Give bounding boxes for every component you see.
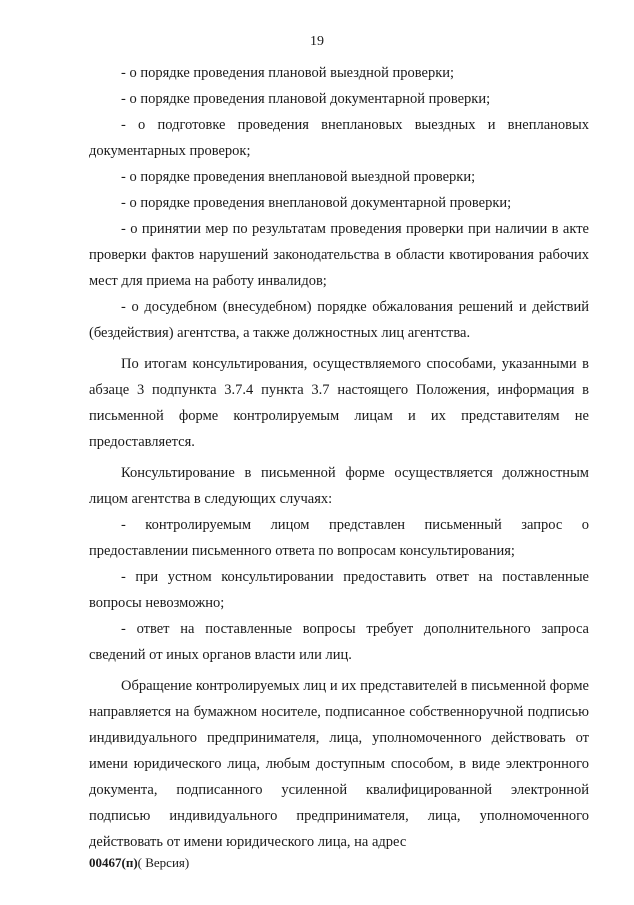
paragraph-case-2: - при устном консультировании предоставить ответ на поставленные вопросы невозможно; bbox=[89, 569, 589, 611]
page-number: 19 bbox=[310, 34, 324, 49]
document-body bbox=[89, 60, 589, 855]
document-code: 00467(п) bbox=[89, 855, 138, 870]
paragraph-item-3: - о подготовке проведения внеплановых выездных и внеплановых документарных проверок; bbox=[89, 117, 589, 159]
paragraph-item-2: - о порядке проведения плановой документарной проверки; bbox=[121, 91, 491, 107]
paragraph-case-1: - контролируемым лицом представлен письменный запрос о предоставлении письменного ответа по вопросам консультирования; bbox=[89, 517, 589, 559]
paragraph-appeal: Обращение контролируемых лиц и их представителей в письменной форме направляется на бумажном носителе, подписанное собственноручной подписью индивидуального предпринимателя, лица, уполномоченного действовать от имени юридического лица, любым доступным способом, в виде электронного документа, подписанного усиленной квалифицированной электронной подписью индивидуального предпринимателя, лица, уполномоченного действовать от имени юридического лица, на адрес bbox=[89, 678, 589, 850]
document-version: ( Версия) bbox=[137, 855, 190, 870]
paragraph-item-7: - о досудебном (внесудебном) порядке обжалования решений и действий (бездействия) агентства, а также должностных лиц агентства. bbox=[89, 299, 589, 341]
paragraph-item-1: - о порядке проведения плановой выездной проверки; bbox=[121, 65, 455, 81]
document-footer bbox=[89, 855, 189, 871]
paragraph-item-5: - о порядке проведения внеплановой документарной проверки; bbox=[121, 195, 512, 211]
paragraph-written-consultation: Консультирование в письменной форме осуществляется должностным лицом агентства в следующих случаях: bbox=[89, 465, 589, 507]
paragraph-item-4: - о порядке проведения внеплановой выездной проверки; bbox=[121, 169, 476, 185]
paragraph-case-3: - ответ на поставленные вопросы требует дополнительного запроса сведений от иных органов власти или лиц. bbox=[89, 621, 589, 663]
paragraph-consultation-results: По итогам консультирования, осуществляемого способами, указанными в абзаце 3 подпункта 3.7.4 пункта 3.7 настоящего Положения, информация в письменной форме контролируемым лицам и их представителям не предоставляется. bbox=[89, 356, 589, 450]
paragraph-item-6: - о принятии мер по результатам проведения проверки при наличии в акте проверки фактов нарушений законодательства в области квотирования рабочих мест для приема на работу инвалидов; bbox=[89, 221, 589, 289]
